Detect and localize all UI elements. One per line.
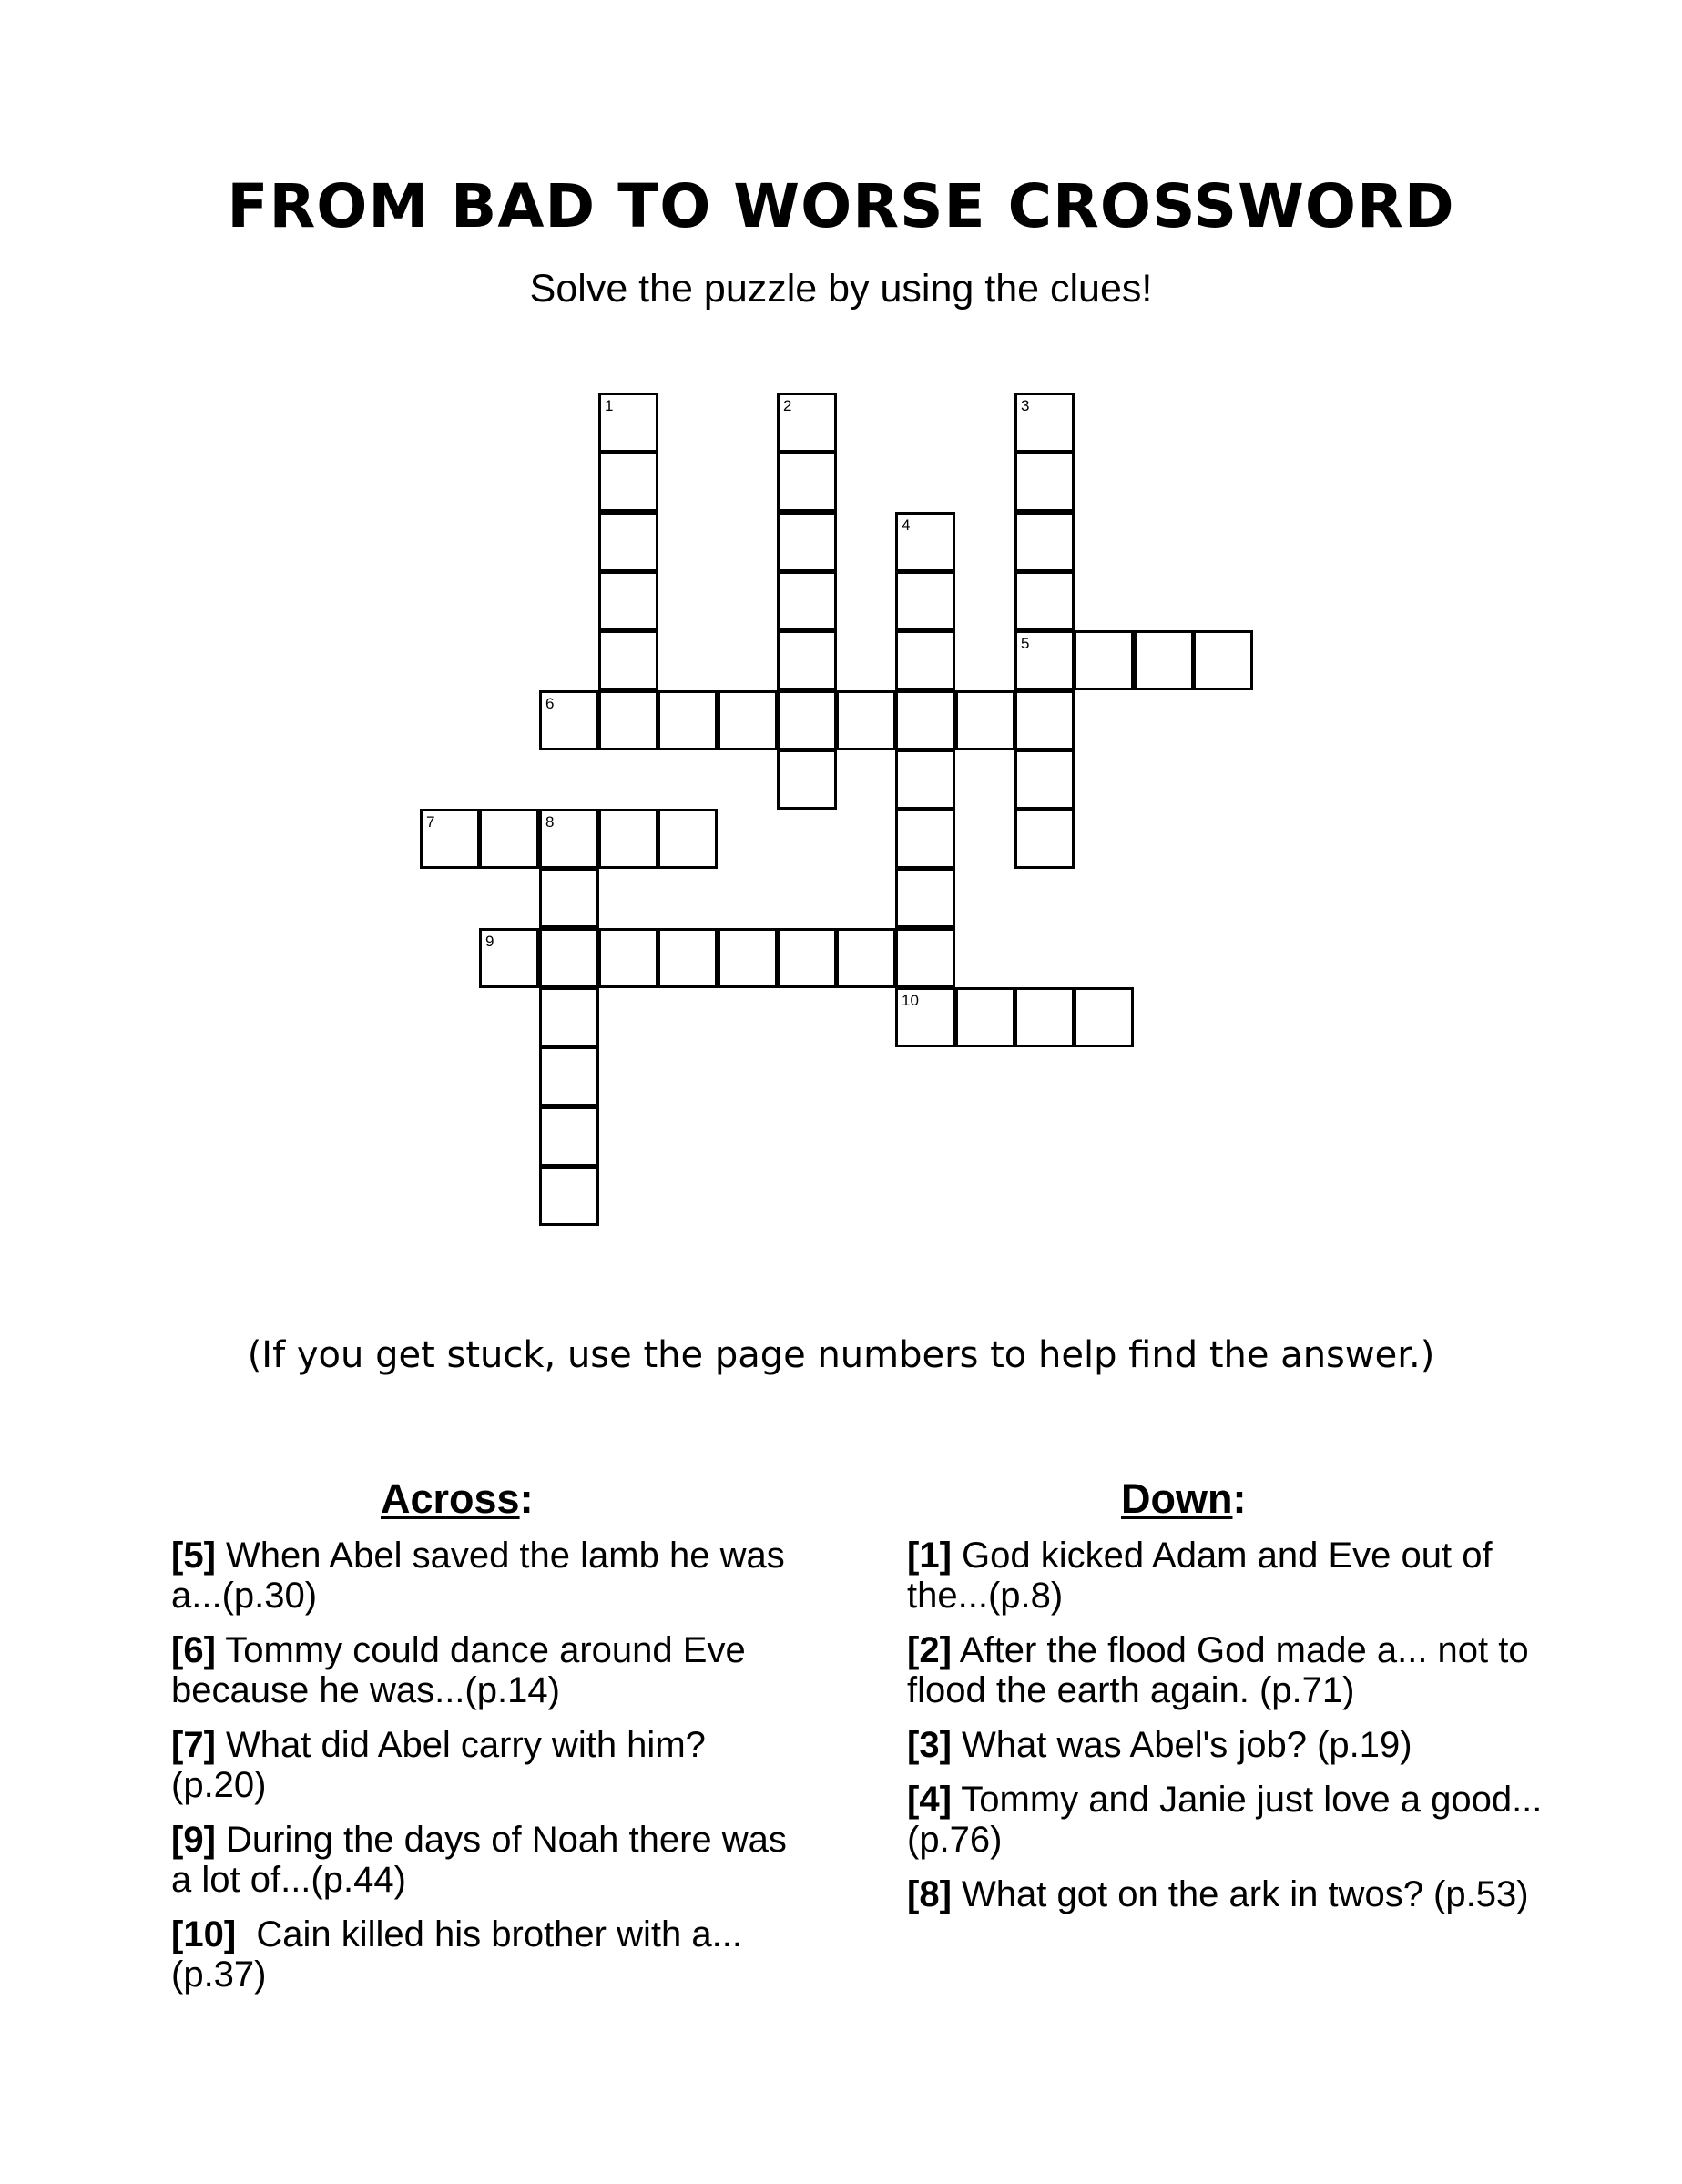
clue-number: [2] [907, 1630, 952, 1670]
across-clue [171, 1725, 809, 1805]
grid-cell[interactable] [718, 928, 778, 988]
grid-cell[interactable] [836, 690, 896, 750]
grid-cell[interactable] [598, 630, 658, 690]
grid-cell[interactable] [598, 809, 658, 869]
grid-cell[interactable] [539, 1107, 599, 1167]
grid-cell[interactable] [955, 690, 1015, 750]
clue-number: [10] [171, 1914, 237, 1954]
down-clue [907, 1725, 1544, 1765]
clue-number: [3] [907, 1725, 952, 1765]
grid-cell[interactable] [539, 928, 599, 988]
clue-text: During the days of Noah there was a lot of...(p.44) [171, 1820, 798, 1900]
grid-cell[interactable] [895, 571, 955, 631]
grid-cell[interactable] [777, 512, 837, 572]
grid-cell[interactable] [1134, 630, 1194, 690]
cell-number: 4 [902, 516, 911, 534]
grid-cell[interactable] [895, 987, 955, 1047]
down-heading: Down: [1121, 1475, 1247, 1522]
grid-cell[interactable] [895, 928, 955, 988]
grid-cell[interactable] [1014, 571, 1075, 631]
across-clue-list [171, 1536, 809, 1995]
down-clue-list [907, 1536, 1544, 1914]
grid-cell[interactable] [598, 928, 658, 988]
cell-number: 9 [485, 933, 494, 950]
grid-cell[interactable] [539, 690, 599, 750]
grid-cell[interactable] [1074, 630, 1134, 690]
across-clues [171, 1475, 809, 2009]
clue-text: Tommy could dance around Eve because he was...(p.14) [171, 1630, 756, 1710]
grid-cell[interactable] [955, 987, 1015, 1047]
cell-number: 6 [545, 695, 555, 712]
grid-cell[interactable] [420, 809, 480, 869]
cell-number: 2 [783, 397, 792, 414]
grid-cell[interactable] [1014, 750, 1075, 810]
grid-cell[interactable] [658, 809, 718, 869]
grid-cell[interactable] [1074, 987, 1134, 1047]
across-clue [171, 1630, 809, 1710]
cell-number: 7 [426, 813, 435, 831]
grid-cell[interactable] [718, 690, 778, 750]
page-number-hint: (If you get stuck, use the page numbers to help find the answer.) [247, 1334, 1435, 1376]
grid-cell[interactable] [479, 928, 539, 988]
clue-text: What was Abel's job? (p.19) [951, 1725, 1412, 1765]
clue-text: When Abel saved the lamb he was a...(p.30) [171, 1536, 795, 1616]
clue-text: After the flood God made a... not to flood the earth again. (p.71) [907, 1630, 1539, 1710]
grid-cell[interactable] [1193, 630, 1253, 690]
grid-cell[interactable] [777, 571, 837, 631]
puzzle-title: FROM BAD TO WORSE CROSSWORD [227, 171, 1455, 241]
grid-cell[interactable] [895, 868, 955, 928]
grid-cell[interactable] [658, 928, 718, 988]
grid-cell[interactable] [1014, 630, 1075, 690]
grid-cell[interactable] [1014, 809, 1075, 869]
grid-cell[interactable] [895, 512, 955, 572]
cell-number: 5 [1021, 635, 1030, 652]
puzzle-subtitle: Solve the puzzle by using the clues! [529, 267, 1153, 311]
clue-number: [6] [171, 1630, 216, 1670]
grid-cell[interactable] [539, 1166, 599, 1226]
grid-cell[interactable] [777, 393, 837, 453]
grid-cell[interactable] [658, 690, 718, 750]
grid-cell[interactable] [598, 393, 658, 453]
grid-cell[interactable] [777, 750, 837, 810]
clue-number: [4] [907, 1780, 952, 1820]
grid-cell[interactable] [598, 512, 658, 572]
grid-cell[interactable] [1014, 690, 1075, 750]
grid-cell[interactable] [539, 987, 599, 1047]
clue-number: [7] [171, 1725, 216, 1765]
grid-cell[interactable] [895, 809, 955, 869]
clue-text: Cain killed his brother with a...(p.37) [171, 1914, 742, 1995]
clue-number: [5] [171, 1536, 216, 1576]
grid-cell[interactable] [1014, 393, 1075, 453]
clue-number: [1] [907, 1536, 952, 1576]
grid-cell[interactable] [1014, 452, 1075, 512]
across-heading: Across: [381, 1475, 534, 1522]
grid-cell[interactable] [777, 630, 837, 690]
clue-text: God kicked Adam and Eve out of the...(p.8) [907, 1536, 1503, 1616]
clue-text: What got on the ark in twos? (p.53) [951, 1874, 1529, 1914]
down-clue [907, 1780, 1544, 1860]
cell-number: 10 [902, 992, 919, 1009]
grid-cell[interactable] [895, 750, 955, 810]
grid-cell[interactable] [479, 809, 539, 869]
grid-cell[interactable] [777, 690, 837, 750]
grid-cell[interactable] [895, 630, 955, 690]
clue-number: [8] [907, 1874, 952, 1914]
clue-number: [9] [171, 1820, 216, 1860]
clue-text: What did Abel carry with him? (p.20) [171, 1725, 717, 1805]
across-clue [171, 1536, 809, 1616]
grid-cell[interactable] [1014, 987, 1075, 1047]
grid-cell[interactable] [598, 571, 658, 631]
grid-cell[interactable] [539, 868, 599, 928]
clue-text: Tommy and Janie just love a good...(p.76) [907, 1780, 1543, 1860]
down-clue [907, 1630, 1544, 1710]
grid-cell[interactable] [895, 690, 955, 750]
across-clue [171, 1914, 809, 1995]
down-clue [907, 1874, 1544, 1914]
grid-cell[interactable] [539, 1046, 599, 1107]
down-clue [907, 1536, 1544, 1616]
grid-cell[interactable] [777, 928, 837, 988]
cell-number: 1 [605, 397, 614, 414]
across-clue [171, 1820, 809, 1900]
grid-cell[interactable] [777, 452, 837, 512]
cell-number: 8 [545, 813, 555, 831]
grid-cell[interactable] [539, 809, 599, 869]
grid-cell[interactable] [598, 452, 658, 512]
grid-cell[interactable] [598, 690, 658, 750]
grid-cell[interactable] [1014, 512, 1075, 572]
cell-number: 3 [1021, 397, 1030, 414]
down-clues [907, 1475, 1544, 1929]
grid-cell[interactable] [836, 928, 896, 988]
